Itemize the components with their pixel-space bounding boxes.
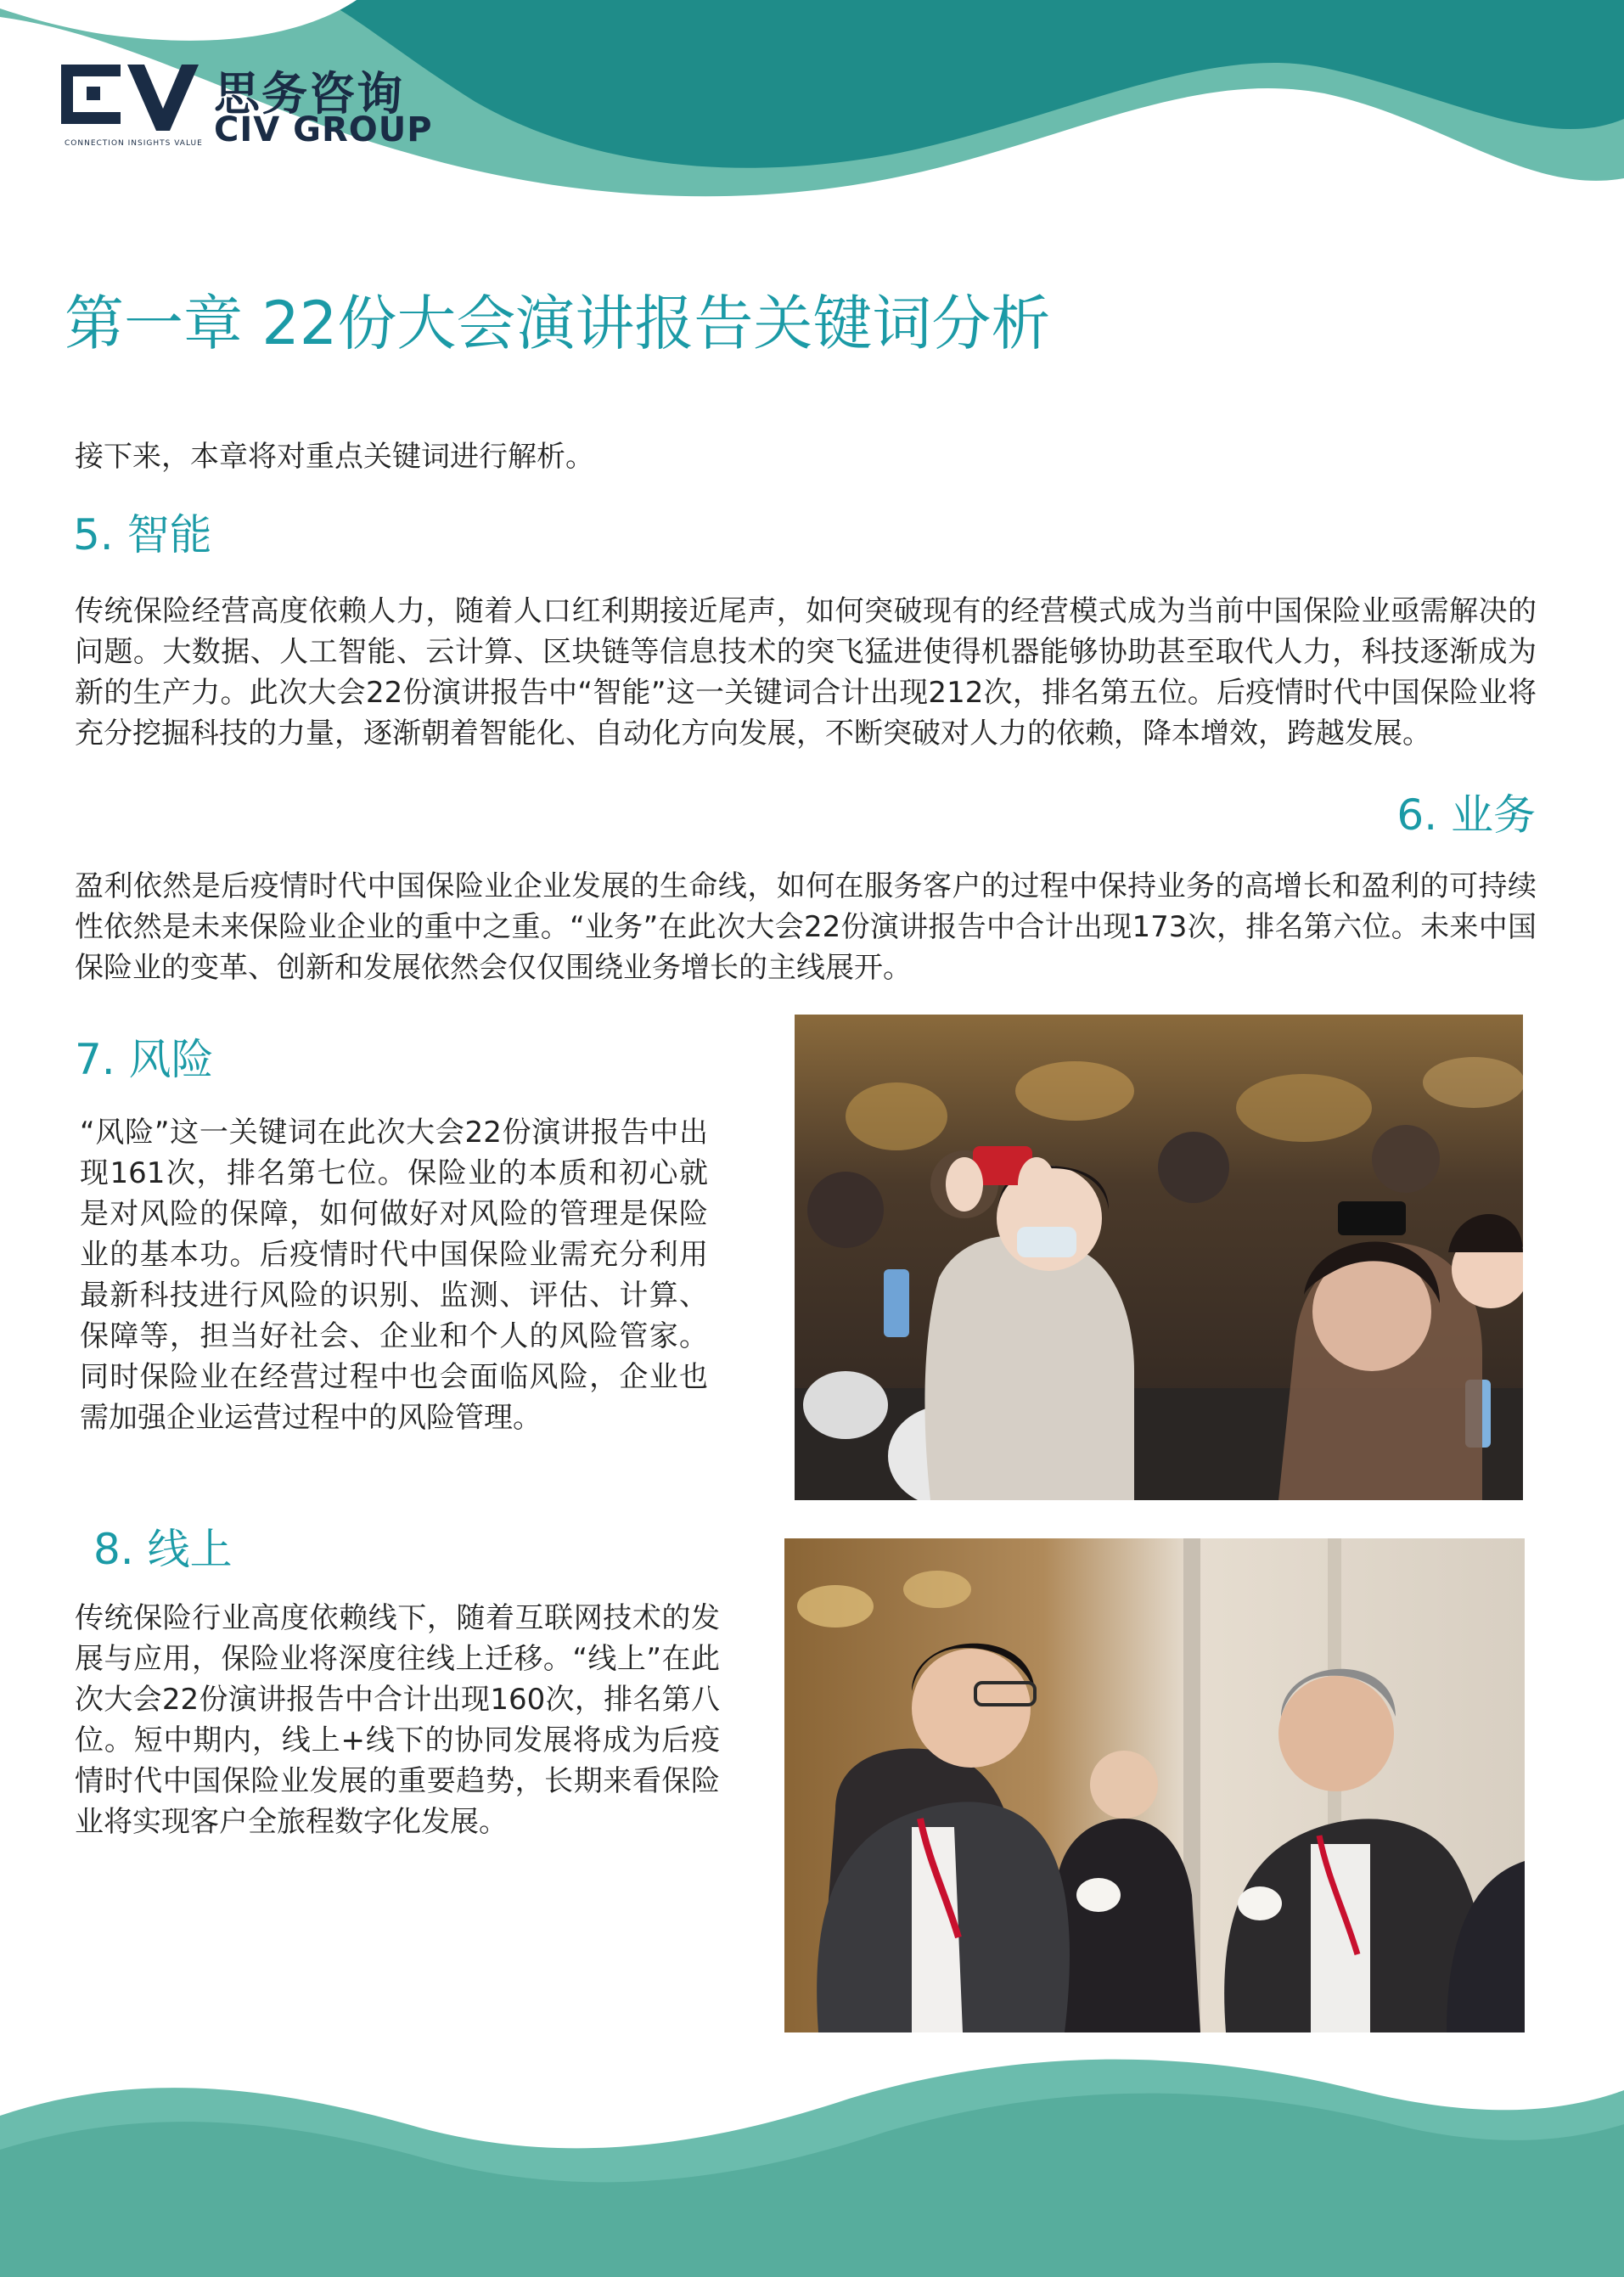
- section-heading-business: 6. 业务: [1396, 790, 1536, 840]
- networking-conversation-photo: [784, 1538, 1525, 2032]
- section-body-business: 盈利依然是后疫情时代中国保险业企业发展的生命线，如何在服务客户的过程中保持业务的高增长和盈利的可持续性依然是未来保险业企业的重中之重。“业务”在此次大会22份演讲报告中合计出现173次，排名第六位。未来中国保险业的变革、创新和发展依然会仅仅围绕业务增长的主线展开。: [75, 869, 1537, 985]
- logo-chinese-name: 思务咨询: [214, 67, 404, 121]
- logo-english-name: CIV GROUP: [214, 110, 433, 149]
- intro-text: 接下来，本章将对重点关键词进行解析。: [75, 440, 594, 474]
- conference-audience-photo: [795, 1015, 1523, 1500]
- chapter-title: 第一章 22份大会演讲报告关键词分析: [65, 289, 1051, 358]
- section-body-risk: “风险”这一关键词在此次大会22份演讲报告中出现161次，排名第七位。保险业的本质和初心就是对风险的保障，如何做好对风险的管理是保险业的基本功。后疫情时代中国保险业需充分利用最新科技进行风险的识别、监测、评估、计算、保障等，担当好社会、企业和个人的风险管家。同时保险业在经营过程中也会面临风险，企业也需加强企业运营过程中的风险管理。: [80, 1116, 708, 1435]
- section-body-intelligence: 传统保险经营高度依赖人力，随着人口红利期接近尾声，如何突破现有的经营模式成为当前中国保险业亟需解决的问题。大数据、人工智能、云计算、区块链等信息技术的突飞猛进使得机器能够协助甚至取代人力，科技逐渐成为新的生产力。此次大会22份演讲报告中“智能”这一关键词合计出现212次，排名第五位。后疫情时代中国保险业将充分挖掘科技的力量，逐渐朝着智能化、自动化方向发展，不断突破对人力的依赖，降本增效，跨越发展。: [75, 594, 1537, 751]
- section-heading-online: 8. 线上: [93, 1525, 233, 1574]
- company-logo: [61, 58, 435, 151]
- section-body-online: 传统保险行业高度依赖线下，随着互联网技术的发展与应用，保险业将深度往线上迁移。“线上”在此次大会22份演讲报告中合计出现160次，排名第八位。短中期内，线上+线下的协同发展将成为后疫情时代中国保险业发展的重要趋势，长期来看保险业将实现客户全旅程数字化发展。: [75, 1601, 720, 1839]
- civ-logo-icon: [61, 61, 205, 136]
- logo-tagline: CONNECTION INSIGHTS VALUE: [65, 139, 203, 148]
- section-heading-intelligence: 5. 智能: [73, 510, 212, 559]
- bottom-wave-decoration: [0, 2022, 1624, 2277]
- section-heading-risk: 7. 风险: [75, 1035, 214, 1084]
